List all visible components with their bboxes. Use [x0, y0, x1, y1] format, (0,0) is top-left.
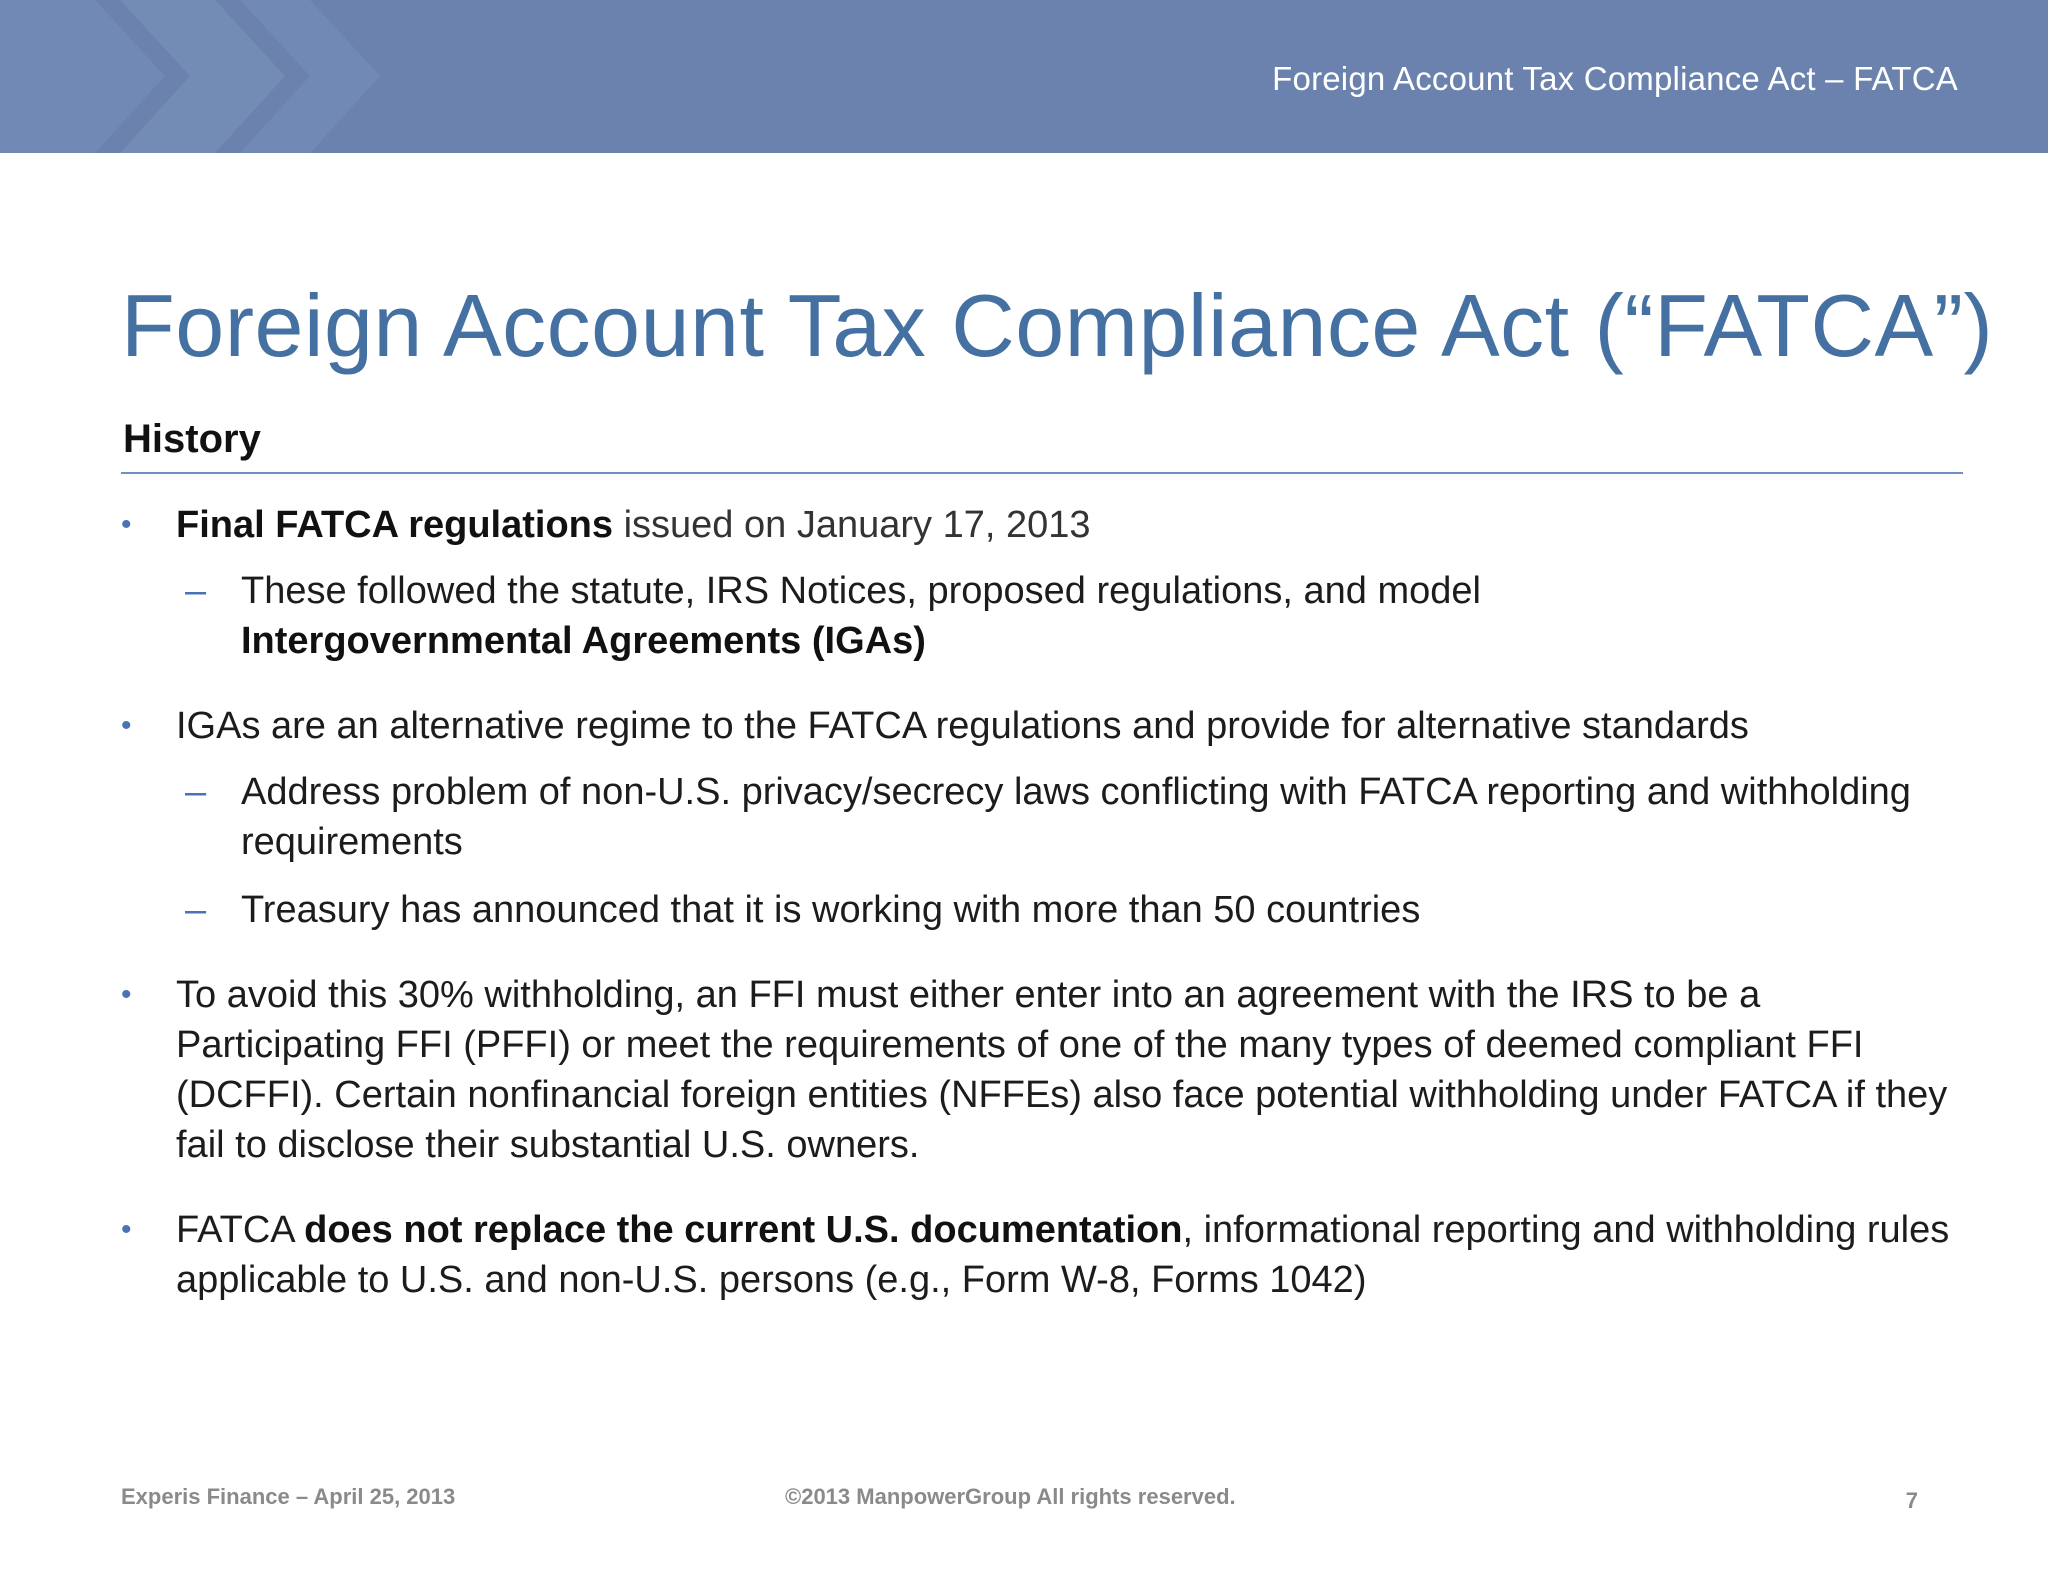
sub-bullet-item: [121, 767, 1971, 867]
dash-icon: –: [185, 570, 207, 612]
dash-icon: –: [185, 771, 207, 813]
bullet-bold-text: does not replace the current U.S. documentation: [304, 1209, 1183, 1251]
sub-bullet-text: Address problem of non-U.S. privacy/secrecy laws conflicting with FATCA reporting and withholding requirements: [241, 771, 1911, 863]
header-title: Foreign Account Tax Compliance Act – FATCA: [1272, 60, 1958, 97]
page-number: 7: [1905, 1488, 1918, 1513]
bullet-item: [121, 970, 1971, 1170]
footer-copyright: ©2013 ManpowerGroup All rights reserved.: [785, 1484, 1236, 1509]
bullet-item: [121, 500, 1971, 666]
sub-bullet-item: [121, 885, 1971, 935]
divider: [121, 472, 1963, 474]
bullet-bold-text: Final FATCA regulations: [176, 504, 614, 546]
sub-bullet-text: These followed the statute, IRS Notices, proposed regulations, and model: [241, 570, 1481, 612]
bullet-dot-icon: •: [121, 1213, 132, 1246]
section-subtitle: History: [123, 417, 261, 461]
bullet-prefix-text: FATCA: [176, 1209, 305, 1251]
footer-left: Experis Finance – April 25, 2013: [121, 1484, 456, 1509]
sub-bullet-item: [121, 566, 1971, 666]
bullet-text: To avoid this 30% withholding, an FFI must either enter into an agreement with the IRS to be a Participating FFI (PFFI) or meet the requirements of one of the many types of deemed compliant FFI (DCFFI). Certain nonfinancial foreign entities (NFFEs) also face potential withholding under FATCA if they fail to disclose their substantial U.S. owners.: [176, 974, 1948, 1166]
bullet-text: IGAs are an alternative regime to the FATCA regulations and provide for alternative standards: [176, 705, 1749, 747]
slide-title: Foreign Account Tax Compliance Act (“FATCA”): [121, 276, 1994, 375]
bullet-text: issued on January 17, 2013: [613, 504, 1091, 546]
bullet-dot-icon: •: [121, 978, 132, 1011]
dash-icon: –: [185, 889, 207, 931]
bullet-dot-icon: •: [121, 709, 132, 742]
chevron-decoration-icon: [0, 0, 420, 153]
bullet-dot-icon: •: [121, 508, 132, 541]
bullet-list: [121, 500, 1971, 1340]
slide-header: [0, 0, 2048, 153]
bullet-item: [121, 1205, 1971, 1305]
sub-bullet-text: Treasury has announced that it is working with more than 50 countries: [241, 889, 1421, 931]
bullet-text: , informational reporting and withholding rules applicable to U.S. and non-U.S. persons (e.g., Form W-8, Forms 1042): [176, 1209, 1950, 1301]
bullet-item: [121, 701, 1971, 935]
sub-bullet-bold-text: Intergovernmental Agreements (IGAs): [241, 620, 926, 662]
